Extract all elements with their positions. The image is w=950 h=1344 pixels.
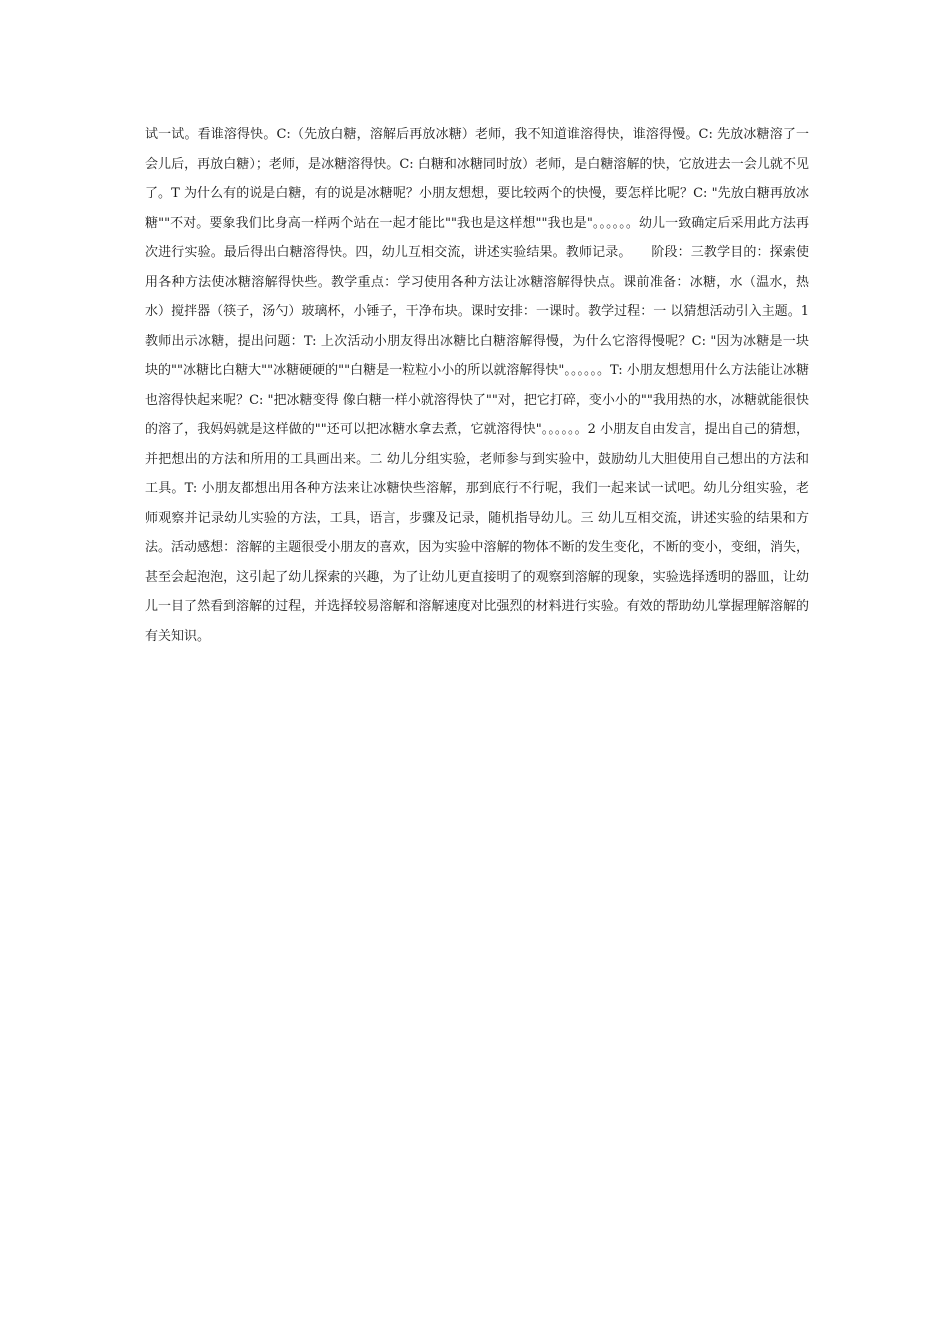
body-paragraph: 试一试。看谁溶得快。C:（先放白糖，溶解后再放冰糖）老师，我不知道谁溶得快，谁溶得慢。C: 先放冰糖溶了一会儿后，再放白糖）；老师，是冰糖溶得快。C: 白糖和冰糖同时放）老师，是白糖溶解的快，它放进去一会儿就不见了。T 为什么有的说是白糖，有的说是冰糖呢？小朋友想想，要比较两个的快慢，要怎样比呢？C: "先放白糖再放冰糖""不对。要象我们比身高一样两个站在一起才能比""我也是这样想""我也是"。。。。。。幼儿一致确定后采用此方法再次进行实验。最后得出白糖溶得快。四，幼儿互相交流，讲述实验结果。教师记录。 阶段：三教学目的：探索使用各种方法使冰糖溶解得快些。教学重点：学习使用各种方法让冰糖溶解得快点。课前准备：冰糖，水（温水，热水）搅拌器（筷子，汤勺）玻璃杯，小锤子，干净布块。课时安排：一课时。教学过程：一 以猜想活动引入主题。1 教师出示冰糖，提出问题：T: 上次活动小朋友得出冰糖比白糖溶解得慢，为什么它溶得慢呢？C: "因为冰糖是一块块的""冰糖比白糖大""冰糖硬硬的""白糖是一粒粒小小的所以就溶解得快"。。。。。。T: 小朋友想想用什么方法能让冰糖也溶得快起来呢？C: "把冰糖变得 像白糖一样小就溶得快了""对，把它打碎，变小小的""我用热的水，冰糖就能很快的溶了，我妈妈就是这样做的""还可以把冰糖水拿去煮，它就溶得快"。。。。。。2 小朋友自由发言，提出自己的猜想，并把想出的方法和所用的工具画出来。二 幼儿分组实验，老师参与到实验中，鼓励幼儿大胆使用自己想出的方法和工具。T: 小朋友都想出用各种方法来让冰糖快些溶解，那到底行不行呢，我们一起来试一试吧。幼儿分组实验，老师观察并记录幼儿实验的方法，工具，语言，步骤及记录，随机指导幼儿。三 幼儿互相交流，讲述实验的结果和方法。活动感想：溶解的主题很受小朋友的喜欢，因为实验中溶解的物体不断的发生变化，不断的变小，变细，消失，甚至会起泡泡，这引起了幼儿探索的兴趣，为了让幼儿更直接明了的观察到溶解的现象，实验选择透明的器皿，让幼儿一目了然看到溶解的过程，并选择较易溶解和溶解速度对比强烈的材料进行实验。有效的帮助幼儿掌握理解溶解的有关知识。 — [145, 127, 809, 644]
document-body — [145, 120, 809, 651]
